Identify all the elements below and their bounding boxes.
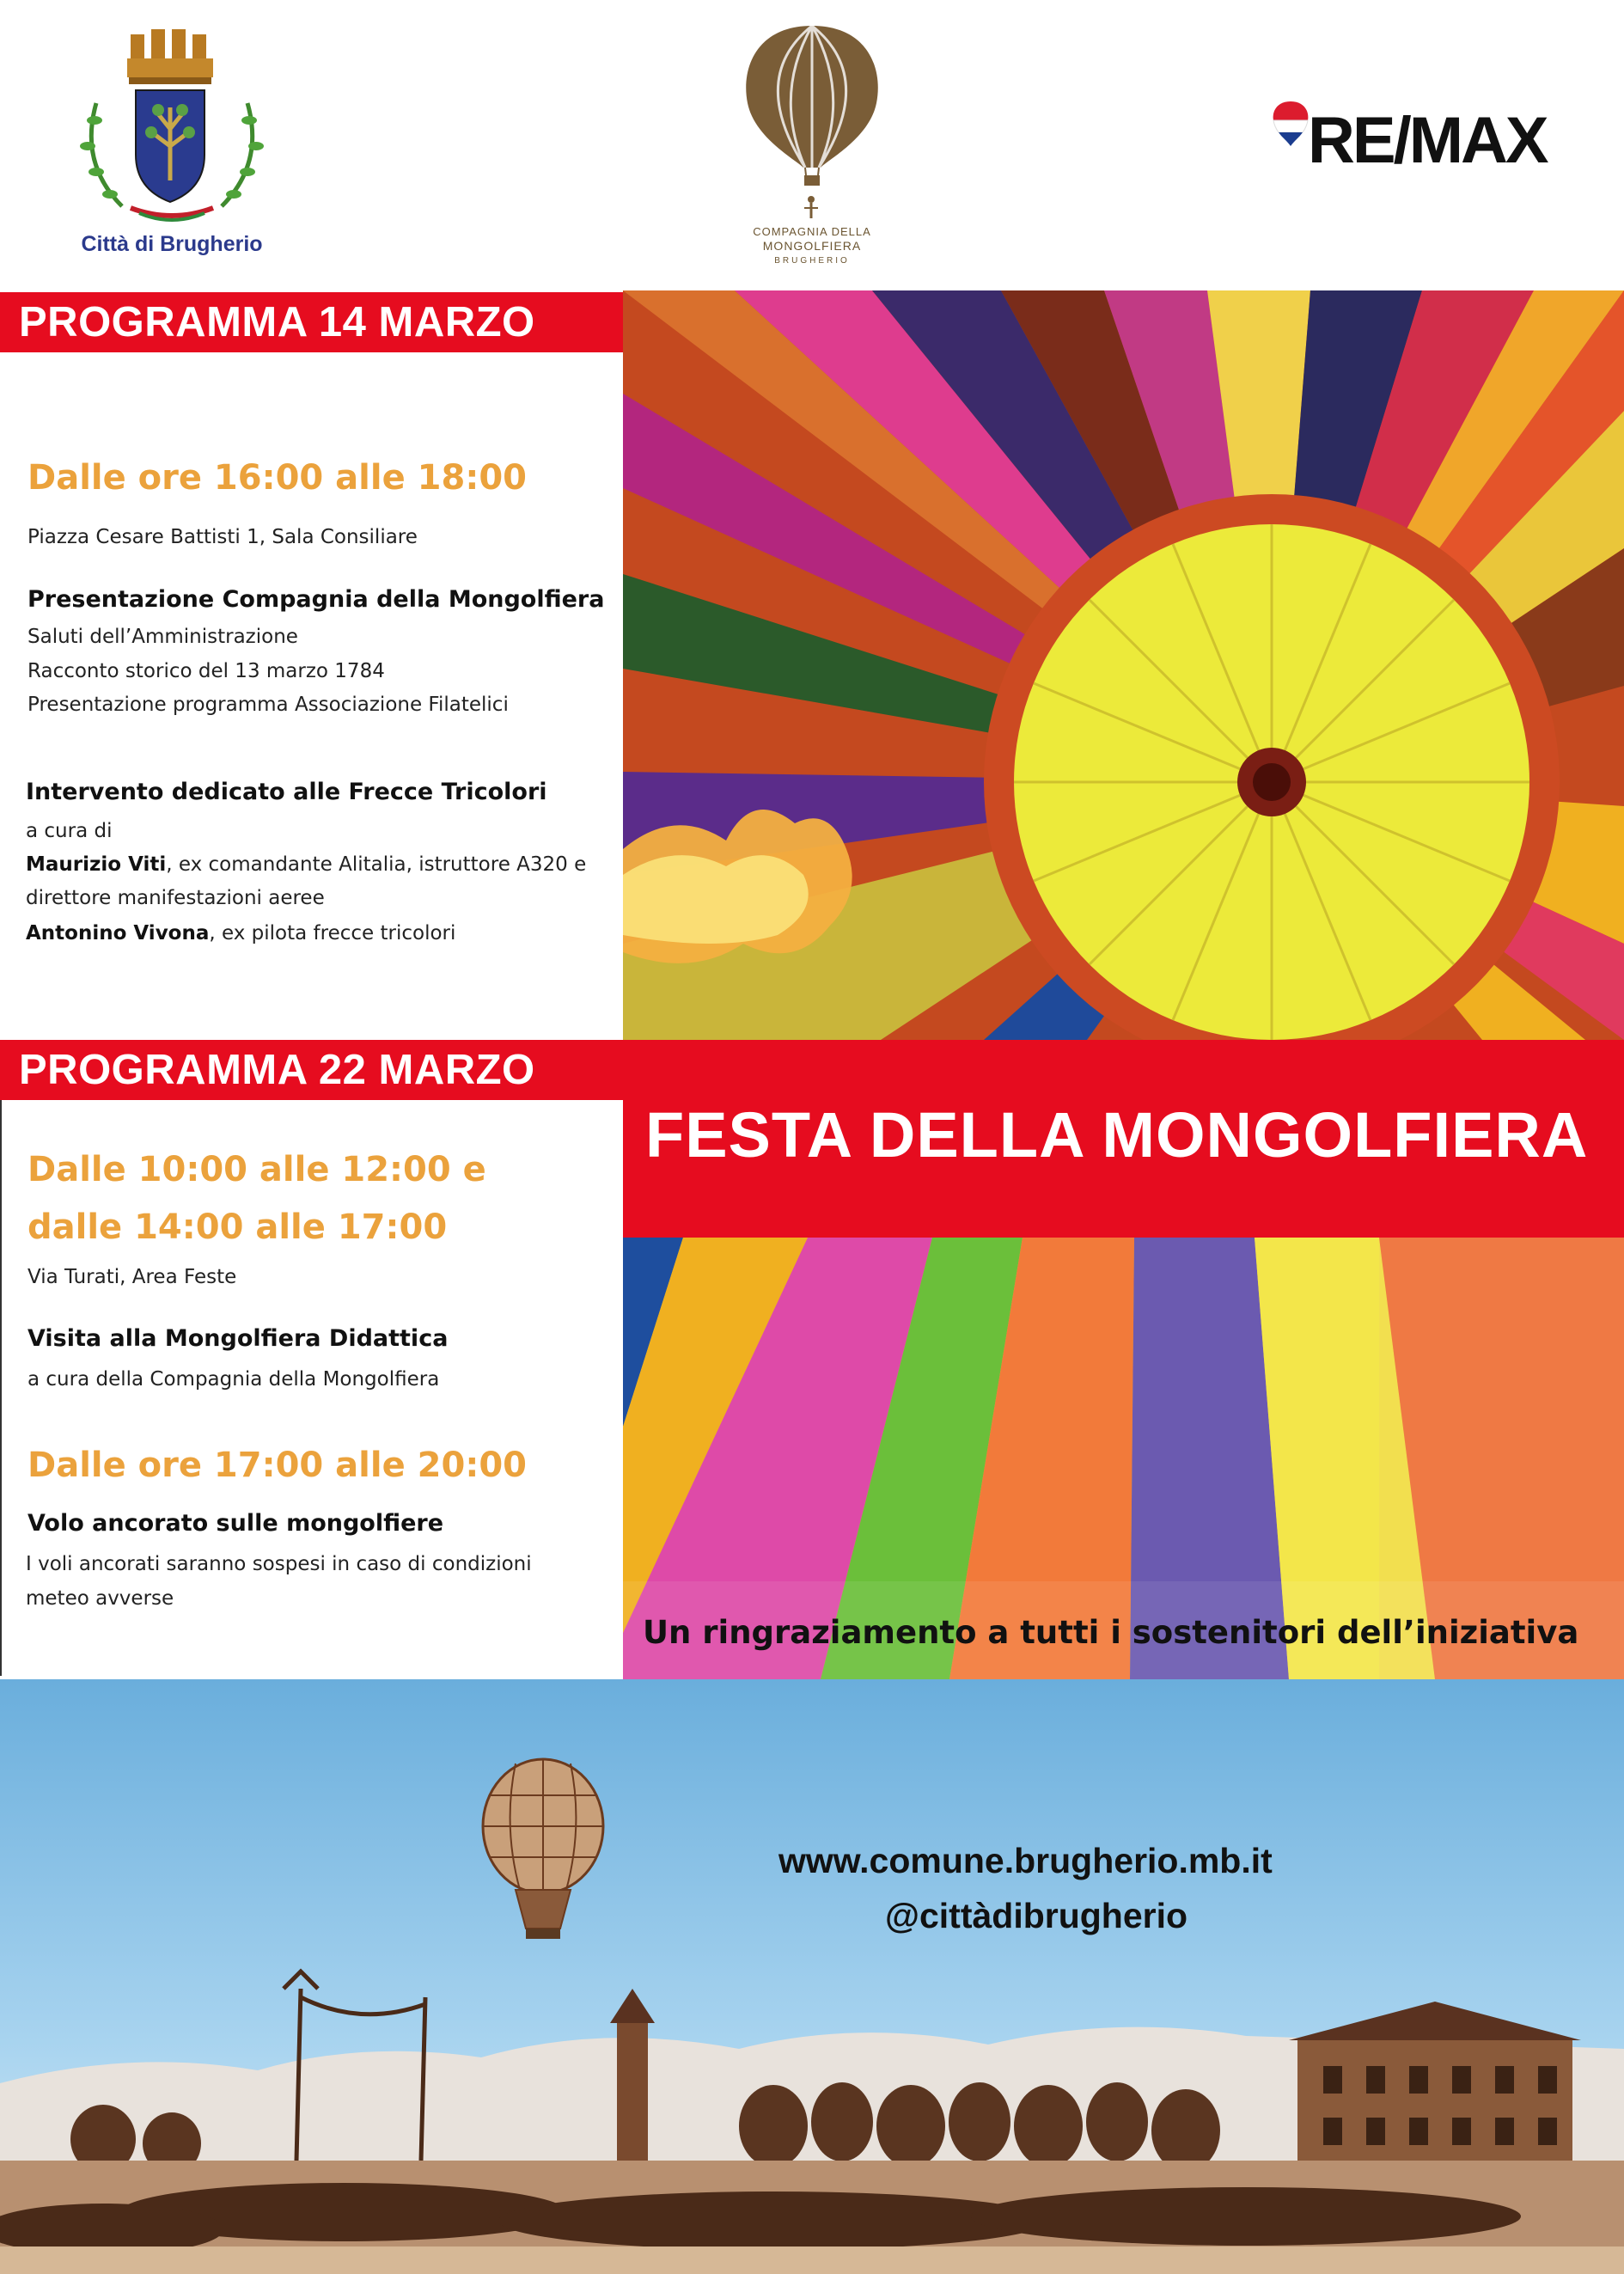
program-14-item-2: Racconto storico del 13 marzo 1784 [27,660,385,682]
citta-logo-text: Città di Brugherio [81,232,263,256]
program-14-item-1: Saluti dell’Amministrazione [27,626,298,648]
program-22-volo-note-2: meteo avverse [26,1587,174,1610]
program-22-time-line2: dalle 14:00 alle 17:00 [27,1207,448,1247]
compagnia-mongolfiera-logo [722,17,902,275]
program-22-visit-by: a cura della Compagnia della Mongolfiera [27,1368,440,1391]
program-14-time: Dalle ore 16:00 alle 18:00 [27,458,527,498]
program-14-a-cura-di: a cura di [26,820,113,842]
compagnia-logo-line2: MONGOLFIERA [762,239,862,253]
historical-balloon-engraving [0,1679,1624,2274]
compagnia-logo-line3: BRUGHERIO [774,256,850,266]
remax-logo-text: RE/MAX [1308,104,1547,177]
header [0,0,1624,290]
historical-launch-scene [0,1679,1624,2274]
program-22-left-border [0,1100,2,1676]
footer-social-handle[interactable]: @cittàdibrugherio [885,1896,1188,1935]
program-22-visit-title: Visita alla Mongolfiera Didattica [27,1325,449,1352]
remax-balloon-icon [1270,100,1311,151]
citta-di-brugherio-logo [62,26,285,266]
program-22-time-2: Dalle ore 17:00 alle 20:00 [27,1446,527,1485]
balloon-artwork-bottom [623,1238,1624,1679]
program-14-speaker-1 [26,847,586,882]
program-14-item-3: Presentazione programma Associazione Filatelici [27,694,509,716]
program-22-volo-note-1: I voli ancorati saranno sospesi in caso di condizioni [26,1553,532,1575]
program-22-location: Via Turati, Area Feste [27,1266,237,1288]
festa-banner [623,1040,1624,1238]
speaker-2-name: Antonino Vivona [26,922,210,944]
speaker-2-role: , ex pilota frecce tricolori [209,922,456,944]
festa-title: FESTA DELLA MONGOLFIERA [645,1099,1589,1171]
speaker-1-role: , ex comandante Alitalia, istruttore A320 e [166,853,587,876]
balloon-envelope-illustration [623,290,1624,1040]
balloon-stripes-illustration [623,1238,1624,1679]
balloon-artwork-top [623,290,1624,1040]
program-14-heading: PROGRAMMA 14 MARZO [0,292,623,352]
program-22-volo-title: Volo ancorato sulle mongolfiere [27,1510,444,1537]
footer-website-link[interactable]: www.comune.brugherio.mb.it [778,1841,1273,1880]
thanks-message: Un ringraziamento a tutti i sostenitori dell’iniziativa [643,1614,1579,1651]
speaker-1-name: Maurizio Viti [26,853,167,876]
program-14-speaker-2 [26,916,455,951]
program-14-location: Piazza Cesare Battisti 1, Sala Consiliare [27,526,418,548]
program-22-time-line1: Dalle 10:00 alle 12:00 e [27,1150,486,1189]
hot-air-balloon-icon [722,17,902,223]
coat-of-arms-icon [62,26,282,232]
program-22-heading: PROGRAMMA 22 MARZO [0,1040,623,1100]
program-14-presentation-title: Presentazione Compagnia della Mongolfiera [27,586,605,613]
program-14-intervento-title: Intervento dedicato alle Frecce Tricolori [26,779,547,805]
program-14-speaker-1-role-cont: direttore manifestazioni aeree [26,887,325,909]
compagnia-logo-line1: COMPAGNIA DELLA [753,225,871,238]
remax-logo [1263,95,1564,189]
